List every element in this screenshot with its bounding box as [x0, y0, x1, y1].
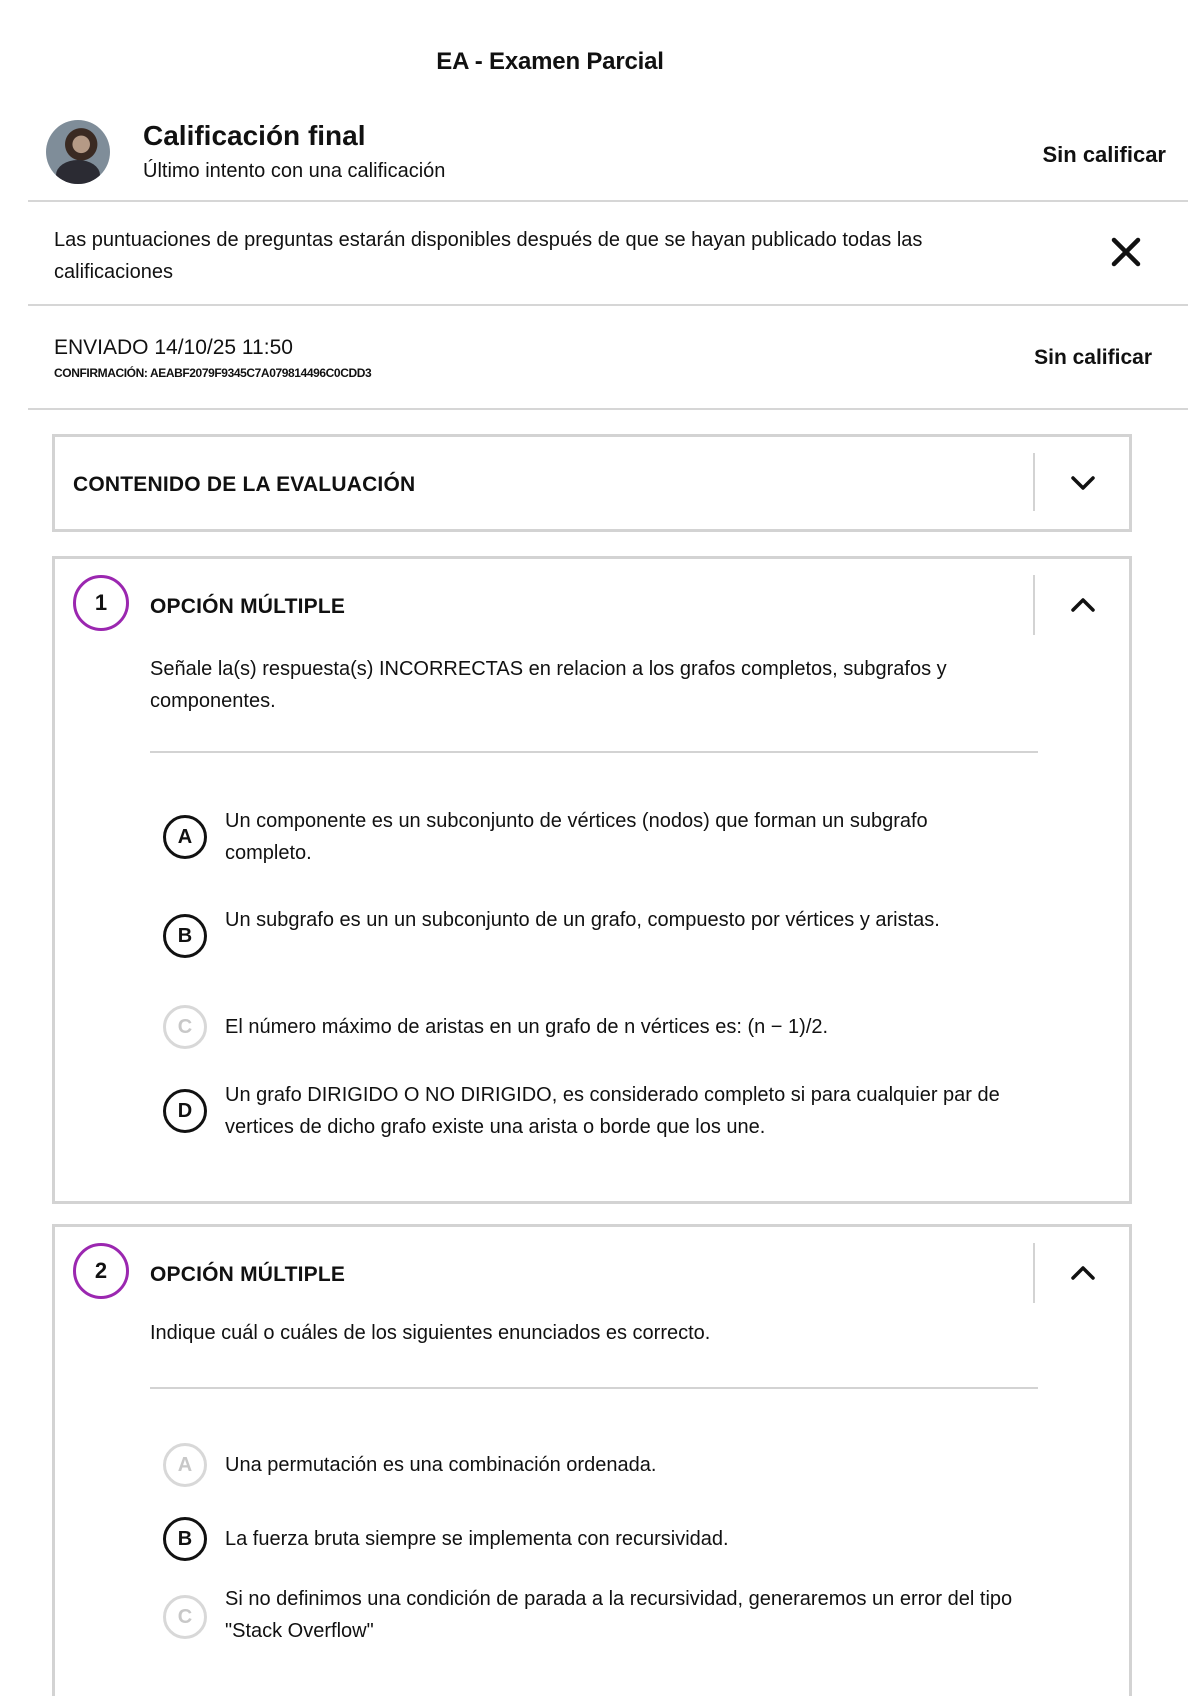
- option-text: Una permutación es una combinación ordenada.: [225, 1454, 657, 1476]
- question-1-option-c[interactable]: [163, 1005, 1013, 1055]
- question-2-panel: [52, 1224, 1132, 1696]
- option-letter-badge: C: [163, 1005, 207, 1049]
- assessment-content-label: CONTENIDO DE LA EVALUACIÓN: [73, 473, 416, 496]
- confirmation-code: CONFIRMACIÓN: AEABF2079F9345C7A079814496C0CDD3: [54, 366, 372, 380]
- scores-notice: [28, 202, 1188, 306]
- collapse-question-2-button[interactable]: [1063, 1253, 1103, 1293]
- question-2-option-b[interactable]: [163, 1517, 1013, 1567]
- option-text: Un subgrafo es un un subconjunto de un grafo, compuesto por vértices y aristas.: [225, 909, 940, 931]
- question-divider: [150, 1387, 1038, 1389]
- submitted-date: ENVIADO 14/10/25 11:50: [54, 336, 293, 359]
- option-text: Un componente es un subconjunto de vértices (nodos) que forman un subgrafo completo.: [225, 810, 928, 864]
- question-2-option-c[interactable]: [163, 1583, 1013, 1653]
- final-grade-row: [28, 118, 1188, 202]
- close-notice-button[interactable]: [1106, 232, 1146, 272]
- question-1-option-d[interactable]: [163, 1079, 1013, 1149]
- page-title: EA - Examen Parcial: [436, 48, 664, 75]
- option-letter-badge: C: [163, 1595, 207, 1639]
- submission-status: Sin calificar: [1034, 346, 1152, 369]
- grade-title: Calificación final: [143, 120, 366, 151]
- collapse-question-1-button[interactable]: [1063, 585, 1103, 625]
- avatar: [46, 120, 110, 184]
- question-type: OPCIÓN MÚLTIPLE: [150, 1263, 346, 1286]
- option-text: Si no definimos una condición de parada a la recursividad, generaremos un error del tipo "Stack Overflow": [225, 1588, 1013, 1642]
- question-prompt: Indique cuál o cuáles de los siguientes enunciados es correcto.: [150, 1322, 711, 1344]
- question-1-option-a[interactable]: [163, 805, 1013, 875]
- option-letter-badge: B: [163, 1517, 207, 1561]
- option-letter-badge: A: [163, 815, 207, 859]
- header-divider: [1033, 1243, 1035, 1303]
- option-letter-badge: D: [163, 1089, 207, 1133]
- question-number: 1: [73, 575, 129, 631]
- option-text: Un grafo DIRIGIDO O NO DIRIGIDO, es considerado completo si para cualquier par de vertices de dicho grafo existe una arista o borde que los une.: [225, 1084, 1000, 1138]
- grade-status: Sin calificar: [1042, 142, 1166, 167]
- chevron-up-icon: [1063, 1253, 1103, 1293]
- grade-subtitle: Último intento con una calificación: [143, 160, 446, 182]
- chevron-up-icon: [1063, 585, 1103, 625]
- chevron-down-icon: [1063, 463, 1103, 503]
- assessment-content-panel[interactable]: [52, 434, 1132, 532]
- option-text: El número máximo de aristas en un grafo de n vértices es: (n − 1)/2.: [225, 1016, 829, 1038]
- notice-text: Las puntuaciones de preguntas estarán disponibles después de que se hayan publicado todas las calificaciones: [54, 229, 923, 283]
- option-letter-badge: A: [163, 1443, 207, 1487]
- option-letter-badge: B: [163, 914, 207, 958]
- question-divider: [150, 751, 1038, 753]
- question-number: 2: [73, 1243, 129, 1299]
- question-2-option-a[interactable]: [163, 1443, 1013, 1493]
- expand-content-button[interactable]: [1063, 463, 1103, 503]
- submission-row: [28, 306, 1188, 410]
- question-prompt: Señale la(s) respuesta(s) INCORRECTAS en relacion a los grafos completos, subgrafos y componentes.: [150, 658, 947, 712]
- question-1-option-b[interactable]: [163, 904, 1013, 974]
- close-icon: [1106, 232, 1146, 272]
- question-type: OPCIÓN MÚLTIPLE: [150, 595, 346, 618]
- option-text: La fuerza bruta siempre se implementa con recursividad.: [225, 1528, 729, 1550]
- question-1-panel: [52, 556, 1132, 1204]
